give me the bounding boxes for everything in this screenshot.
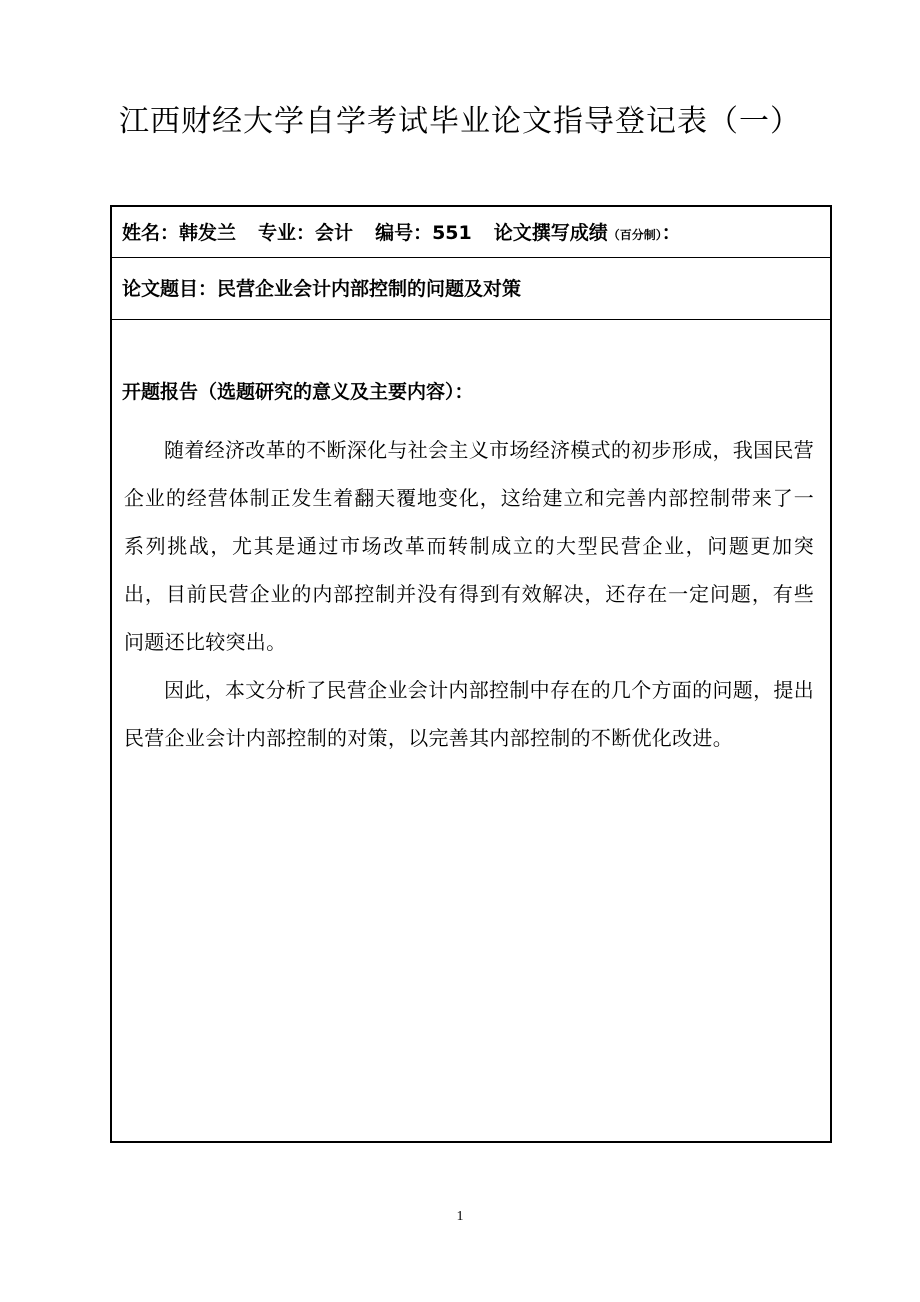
- student-id: 551: [432, 222, 472, 244]
- page-number: 1: [456, 1209, 464, 1224]
- page-title: 江西财经大学自学考试毕业论文指导登记表（一）: [119, 104, 801, 139]
- topic-label: 论文题目：: [122, 278, 218, 300]
- report-heading: 开题报告（选题研究的意义及主要内容）：: [122, 381, 474, 403]
- score-note: （百分制）: [607, 228, 662, 242]
- report-paragraph: 随着经济改革的不断深化与社会主义市场经济模式的初步形成，我国民营企业的经营体制正发生着翻天覆地变化，这给建立和完善内部控制带来了一系列挑战，尤其是通过市场改革而转制成立的大型民营企业，问题更加突出，目前民营企业的内部控制并没有得到有效解决，还存在一定问题，有些问题还比较突出。: [124, 438, 814, 654]
- registration-form-table: [110, 205, 832, 1143]
- thesis-topic: 民营企业会计内部控制的问题及对策: [217, 278, 522, 300]
- score-label: 论文撰写成绩: [493, 222, 608, 244]
- major-label: 专业：: [258, 222, 316, 244]
- student-major: 会计: [315, 222, 354, 244]
- thesis-topic-line: [122, 275, 521, 303]
- report-paragraph: 因此，本文分析了民营企业会计内部控制中存在的几个方面的问题，提出民营企业会计内部控制的对策，以完善其内部控制的不断优化改进。: [124, 678, 814, 750]
- id-label: 编号：: [375, 222, 433, 244]
- student-info-line: [122, 219, 681, 249]
- student-name: 韩发兰: [179, 222, 237, 244]
- report-body: [124, 426, 814, 762]
- name-label: 姓名：: [122, 222, 180, 244]
- thesis-topic-row: [112, 258, 830, 320]
- student-info-row: [112, 207, 830, 258]
- score-colon: ：: [661, 222, 681, 244]
